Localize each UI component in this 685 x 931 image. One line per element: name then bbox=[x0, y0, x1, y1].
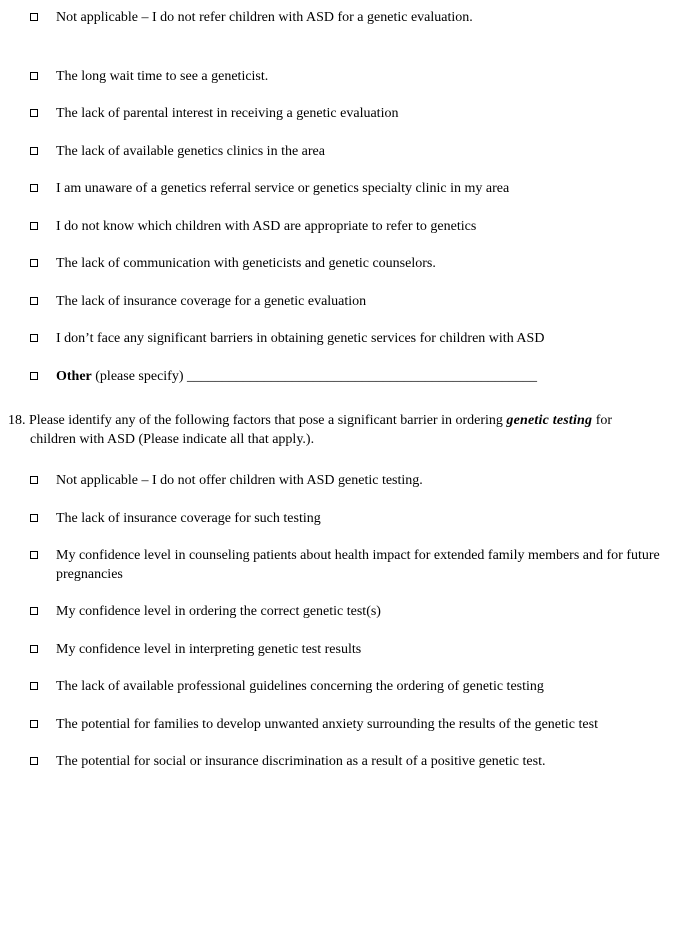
option-label bbox=[56, 368, 661, 387]
list-item bbox=[30, 68, 661, 87]
checkbox-icon[interactable] bbox=[30, 720, 38, 728]
checkbox-icon[interactable] bbox=[30, 184, 38, 192]
checkbox-icon[interactable] bbox=[30, 334, 38, 342]
checkbox-icon[interactable] bbox=[30, 551, 38, 559]
option-label: The lack of communication with geneticists and genetic counselors. bbox=[56, 256, 436, 271]
checkbox-icon[interactable] bbox=[30, 607, 38, 615]
option-label: The lack of available professional guidelines concerning the ordering of genetic testing bbox=[56, 679, 544, 694]
question18-prompt bbox=[8, 412, 661, 449]
list-item bbox=[30, 105, 661, 124]
option-label: The lack of parental interest in receiving a genetic evaluation bbox=[56, 106, 399, 121]
checkbox-icon[interactable] bbox=[30, 222, 38, 230]
option-label: My confidence level in ordering the correct genetic test(s) bbox=[56, 604, 381, 619]
option-label: Not applicable – I do not offer children with ASD genetic testing. bbox=[56, 473, 423, 488]
question-number: 18. bbox=[8, 413, 26, 428]
list-item bbox=[30, 180, 661, 199]
list-item bbox=[30, 603, 661, 622]
question-emphasis: genetic testing bbox=[506, 413, 593, 428]
question18-option-list bbox=[0, 472, 685, 772]
survey-page bbox=[0, 9, 685, 772]
checkbox-icon[interactable] bbox=[30, 372, 38, 380]
option-label: The lack of insurance coverage for a genetic evaluation bbox=[56, 293, 367, 309]
option-label: The potential for families to develop unwanted anxiety surrounding the results of the genetic test bbox=[56, 716, 598, 732]
checkbox-icon[interactable] bbox=[30, 13, 38, 21]
list-item bbox=[30, 547, 661, 584]
checkbox-icon[interactable] bbox=[30, 682, 38, 690]
option-label: The long wait time to see a geneticist. bbox=[56, 68, 269, 84]
question17-option-list bbox=[0, 9, 685, 386]
option-label: I don’t face any significant barriers in obtaining genetic services for children with ASD bbox=[56, 331, 545, 346]
checkbox-icon[interactable] bbox=[30, 259, 38, 267]
list-item bbox=[30, 218, 661, 237]
option-label: The potential for social or insurance discrimination as a result of a positive genetic test. bbox=[56, 754, 546, 769]
list-item bbox=[30, 641, 661, 660]
list-item bbox=[30, 472, 661, 491]
checkbox-icon[interactable] bbox=[30, 147, 38, 155]
option-label: My confidence level in interpreting genetic test results bbox=[56, 641, 362, 657]
list-item bbox=[30, 753, 661, 772]
other-label-suffix: (please specify) bbox=[91, 368, 184, 384]
option-label: I am unaware of a genetics referral service or genetics specialty clinic in my area bbox=[56, 181, 510, 196]
list-item bbox=[30, 9, 661, 28]
option-label: Not applicable – I do not refer children with ASD for a genetic evaluation. bbox=[56, 10, 473, 25]
list-item bbox=[30, 255, 661, 274]
list-item-other bbox=[30, 368, 661, 387]
option-label: The lack of available genetics clinics in the area bbox=[56, 143, 325, 159]
list-item bbox=[30, 293, 661, 312]
list-item bbox=[30, 330, 661, 349]
list-item bbox=[30, 510, 661, 529]
list-item bbox=[30, 678, 661, 697]
list-item bbox=[30, 143, 661, 162]
checkbox-icon[interactable] bbox=[30, 757, 38, 765]
checkbox-icon[interactable] bbox=[30, 645, 38, 653]
checkbox-icon[interactable] bbox=[30, 297, 38, 305]
question-text-after: for children with ASD (Please indicate all that apply.). bbox=[30, 413, 613, 447]
checkbox-icon[interactable] bbox=[30, 514, 38, 522]
other-label-bold: Other bbox=[56, 368, 92, 384]
question-text-before: Please identify any of the following factors that pose a significant barrier in ordering bbox=[29, 413, 503, 428]
option-label: My confidence level in counseling patients about health impact for extended family members and for future pregnancies bbox=[56, 548, 660, 582]
option-label: I do not know which children with ASD are appropriate to refer to genetics bbox=[56, 218, 477, 234]
fill-in-blank[interactable]: __________________________________________________ bbox=[187, 368, 537, 384]
checkbox-icon[interactable] bbox=[30, 109, 38, 117]
list-item bbox=[30, 716, 661, 735]
option-label: The lack of insurance coverage for such testing bbox=[56, 510, 321, 526]
checkbox-icon[interactable] bbox=[30, 72, 38, 80]
checkbox-icon[interactable] bbox=[30, 476, 38, 484]
